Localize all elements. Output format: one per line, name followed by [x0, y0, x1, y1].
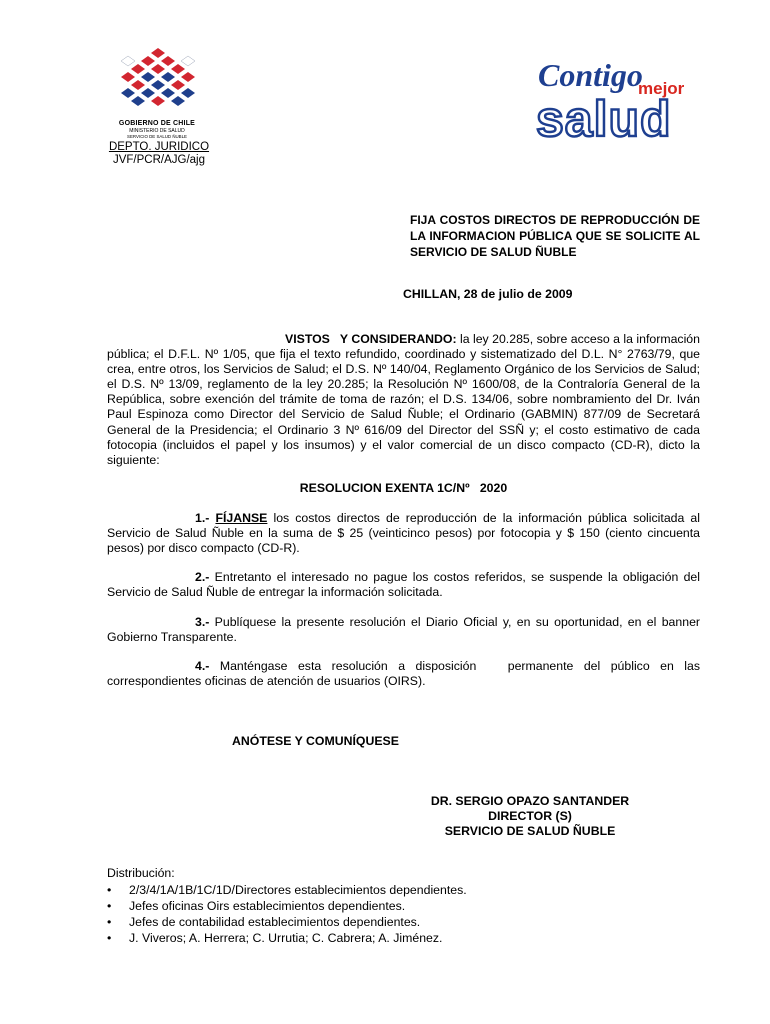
brand-contigo-text: Contigo	[538, 57, 643, 93]
department-label: DEPTO. JURIDICO	[108, 141, 210, 153]
closing-text: ANÓTESE Y COMUNÍQUESE	[232, 734, 399, 748]
contigo-mejor-salud-logo	[534, 56, 698, 140]
item-2-text: Entretanto el interesado no pague los costos referidos, se suspende la obligación del Servicio de Salud Ñuble de entregar la información solicitada.	[107, 570, 700, 600]
list-item-text: Jefes oficinas Oirs establecimientos dependientes.	[129, 899, 406, 913]
item-1	[107, 511, 700, 556]
list-item-text: 2/3/4/1A/1B/1C/1D/Directores establecimientos dependientes.	[129, 883, 467, 897]
list-item-text: Jefes de contabilidad establecimientos dependientes.	[129, 915, 421, 929]
brand-salud-text: salud	[536, 91, 672, 140]
vistos-paragraph	[107, 332, 700, 468]
gov-logo-line1: GOBIERNO DE CHILE	[118, 120, 196, 127]
bullet-icon: •	[107, 883, 112, 897]
vistos-text: la ley 20.285, sobre acceso a la información pública; el D.F.L. Nº 1/05, que fija el texto refundido, coordinado y sistematizado del D.L. N° 2763/79, que crea, entre otros, los Servicios de Salud; el D.S. Nº 140/04, Reglamento Orgánico de los Servicios de Salud; el D.S. Nº 13/09, reglamento de la ley 20.285; la Resolución Nº 1600/08, de la Contraloría General de la República, sobre exención del trámite de toma de razón; el D.S. 134/06, sobre nombramiento del Dr. Iván Paul Espinoza como Director del Servicio de Salud Ñuble; el Ordinario (GABMIN) 877/09 de Secretará General de la Presidencia; el Ordinario 3 Nº 616/09 del Director del SSÑ y; el costo estimativo de cada fotocopia (incluidos el papel y los insumos) y el valor comercial de un disco compacto (CD-R), dicto la siguiente:	[107, 332, 700, 467]
gov-logo-line2: MINISTERIO DE SALUD	[129, 128, 185, 134]
list-item-text: J. Viveros; A. Herrera; C. Urrutia; C. Cabrera; A. Jiménez.	[129, 931, 443, 945]
list-item	[107, 930, 467, 946]
distribution-title: Distribución:	[107, 866, 175, 880]
item-2-number: 2.-	[195, 570, 210, 584]
bullet-icon: •	[107, 899, 112, 913]
item-3	[107, 615, 700, 645]
item-4	[107, 659, 704, 689]
item-1-number: 1.-	[195, 511, 210, 525]
item-4-text: Manténgase esta resolución a disposición permanente del público en las correspondientes oficinas de atención de usuarios (OIRS).	[107, 659, 704, 689]
signer-name: DR. SERGIO OPAZO SANTANDER	[430, 794, 630, 808]
item-1-text: los costos directos de reproducción de la información pública solicitada al Servicio de Salud Ñuble en la suma de $ 25 (veinticinco pesos) por fotocopia y $ 150 (ciento cincuenta pesos) por disco compacto (CD-R).	[107, 511, 700, 556]
list-item	[107, 898, 467, 914]
item-1-lead: FÍJANSE	[215, 511, 268, 525]
item-2	[107, 570, 700, 600]
item-4-number: 4.-	[195, 659, 210, 673]
brand-mejor-text: mejor	[638, 79, 685, 98]
signer-org: SERVICIO DE SALUD ÑUBLE	[444, 824, 616, 838]
gov-logo-line3: SERVICIO DE SALUD ÑUBLE	[127, 134, 187, 139]
dateline: CHILLAN, 28 de julio de 2009	[403, 287, 573, 301]
item-3-text: Publíquese la presente resolución el Diario Oficial y, en su oportunidad, en el banner Gobierno Transparente.	[107, 615, 700, 645]
item-3-number: 3.-	[195, 615, 210, 629]
distribution-list	[107, 882, 467, 946]
reference-code: JVF/PCR/AJG/ajg	[112, 154, 206, 166]
bullet-icon: •	[107, 931, 112, 945]
signer-role: DIRECTOR (S)	[488, 809, 572, 823]
vistos-lead: VISTOS Y CONSIDERANDO:	[285, 332, 457, 346]
signature-block	[380, 794, 680, 839]
document-title: FIJA COSTOS DIRECTOS DE REPRODUCCIÓN DE LA INFORMACION PÚBLICA QUE SE SOLICITE AL SERVICIO DE SALUD ÑUBLE	[410, 213, 700, 259]
bullet-icon: •	[107, 915, 112, 929]
resolution-heading: RESOLUCION EXENTA 1C/Nº 2020	[299, 481, 508, 495]
list-item	[107, 914, 467, 930]
list-item	[107, 882, 467, 898]
